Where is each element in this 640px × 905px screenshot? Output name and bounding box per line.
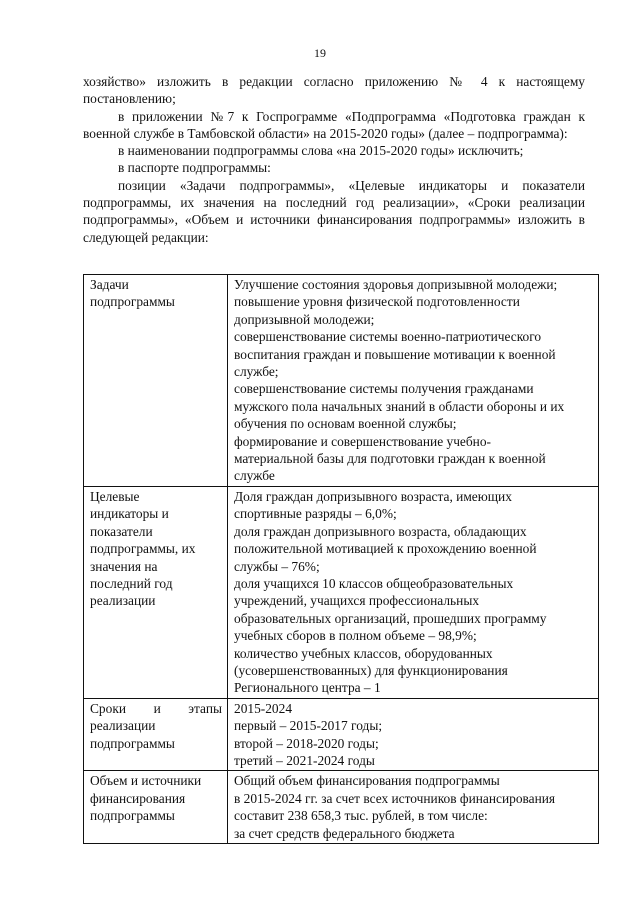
row-label-terms: Сроки и этапы реализации подпрограммы — [84, 698, 228, 771]
table-row — [84, 275, 599, 487]
paragraph: хозяйство» изложить в редакции согласно приложению № 4 к настоящему постановлению; — [83, 74, 585, 107]
row-content-terms: 2015-2024 первый – 2015-2017 годы; второй – 2018-2020 годы; третий – 2021-2024 годы — [228, 698, 599, 771]
row-label-tasks: Задачи подпрограммы — [84, 275, 228, 487]
page-number: 19 — [314, 46, 326, 60]
table-row — [84, 698, 599, 771]
paragraph: позиции «Задачи подпрограммы», «Целевые индикаторы и показатели подпрограммы, их значения на последний год реализации», «Сроки реализации подпрограммы», «Объем и источники финансирования подпрограммы» изложить в следующей редакции: — [83, 177, 585, 245]
paragraph: в наименовании подпрограммы слова «на 2015-2020 годы» исключить; — [118, 143, 524, 159]
passport-table — [83, 274, 599, 844]
label-word: этапы — [188, 700, 222, 716]
table-row — [84, 486, 599, 698]
label-word: и — [153, 700, 161, 716]
row-label-indicators: Целевые индикаторы и показатели подпрограммы, их значения на последний год реализации — [84, 486, 228, 698]
row-content-funding: Общий объем финансирования подпрограммы в 2015-2024 гг. за счет всех источников финансирования составит 238 658,3 тыс. рублей, в том числе: за счет средств федерального бюджета — [228, 771, 599, 844]
paragraph: в паспорте подпрограммы: — [118, 160, 271, 176]
body-text — [83, 73, 585, 246]
row-content-indicators: Доля граждан допризывного возраста, имеющих спортивные разряды – 6,0%; доля граждан допризывного возраста, обладающих положительной мотивацией к прохождению военной службы – 76%; доля учащихся 10 классов общеобразовательных учреждений, учащихся профессиональных образовательных организаций, прошедших программу учебных сборов в полном объеме – 98,9%; количество учебных классов, оборудованных (усовершенствованных) для функционирования Регионального центра – 1 — [228, 486, 599, 698]
row-label-funding: Объем и источники финансирования подпрограммы — [84, 771, 228, 844]
label-word: Сроки — [90, 700, 126, 716]
table-row — [84, 771, 599, 844]
label-line-split — [90, 700, 222, 717]
row-content-tasks: Улучшение состояния здоровья допризывной молодежи; повышение уровня физической подготовленности допризывной молодежи; совершенствование системы военно-патриотического воспитания граждан и повышение мотивации к военной службе; совершенствование системы получения гражданами мужского пола начальных знаний в области обороны и их обучения по основам военной службы; формирование и совершенствование учебно- материальной базы для подготовки граждан к военной службе — [228, 275, 599, 487]
paragraph: в приложении №7 к Госпрограмме «Подпрограмма «Подготовка граждан к военной службе в Тамбовской области» на 2015-2020 годы» (далее – подпрограмма): — [83, 108, 585, 141]
